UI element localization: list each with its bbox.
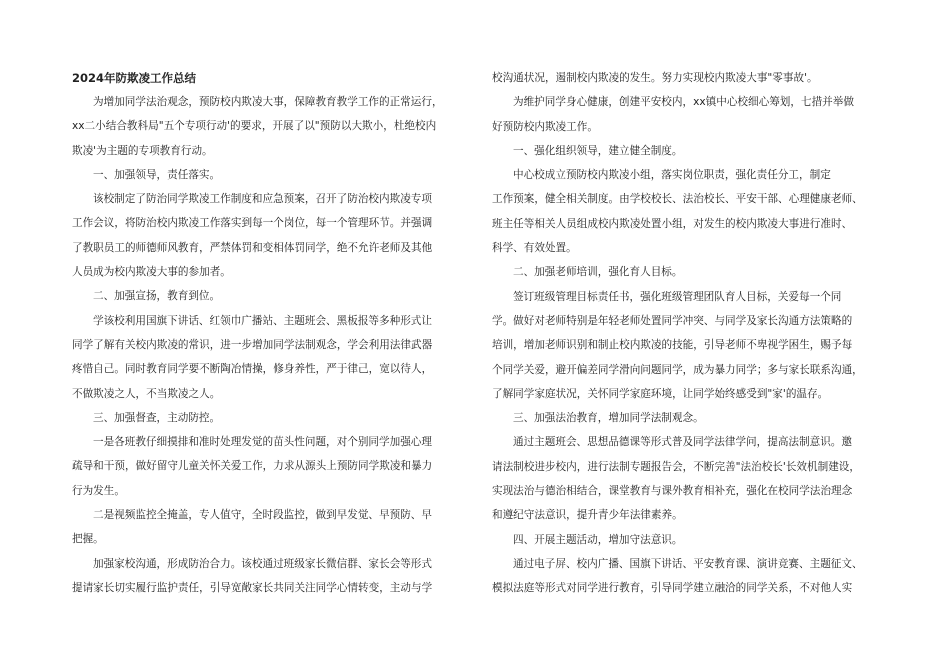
paragraph	[72, 503, 452, 552]
text-line: 人员成为校内欺凌大事的参加者。	[72, 266, 231, 279]
text-line: 二是视频监控全掩盖，专人值守，全时段监控，做到早发觉、早预防、早	[93, 509, 432, 522]
paragraph	[492, 163, 872, 260]
text-line: 了解同学家庭状况，关怀同学家庭环境，让同学始终感受到"家'的温存。	[492, 387, 829, 400]
text-line: 和遵纪守法意识，提升青少年法律素养。	[492, 509, 683, 522]
text-line: 为增加同学法治观念，预防校内欺凌大事，保障教育教学工作的正常运行，	[93, 96, 443, 108]
paragraph	[492, 66, 872, 90]
section-heading	[72, 284, 452, 308]
text-line: 校沟通状况，遏制校内欺凌的发生。努力实现校内欺凌大事"零事故'。	[492, 72, 818, 84]
document-title: 2024年防欺凌工作总结	[72, 71, 197, 85]
text-line: 二、加强老师培训，强化育人目标。	[513, 266, 683, 279]
text-line: 不做欺凌之人，不当欺凌之人。	[72, 387, 221, 400]
left-column	[72, 66, 452, 600]
text-line: 行为发生。	[72, 484, 125, 497]
section-heading	[492, 139, 872, 163]
section-heading	[492, 260, 872, 284]
text-line: 学该校利用国旗下讲话、红领巾广播站、主题班会、黑板报等多种形式让	[93, 314, 432, 327]
text-line: 个同学关爱，避开偏差同学滑向问题同学，成为暴力同学；多与家长联系沟通，	[492, 363, 863, 376]
text-line: 二、加强宣扬，教育到位。	[93, 290, 221, 303]
text-line: 培训，增加老师识别和制止校内欺凌的技能，引导老师不卑视学困生，赐予每	[492, 339, 853, 352]
text-line: 科学、有效处置。	[492, 242, 577, 255]
text-line: 提请家长切实履行监护责任，引导宽敞家长共同关注同学心情转变，主动与学	[72, 581, 433, 594]
text-line: 该校制定了防治同学欺凌工作制度和应急预案，召开了防治校内欺凌专项	[93, 193, 432, 206]
text-line: 一、强化组织领导，建立健全制度。	[513, 144, 683, 157]
text-line: 模拟法庭等形式对同学进行教育，引导同学建立融洽的同学关系，不对他人实	[492, 582, 853, 595]
paragraph	[72, 90, 452, 163]
text-line: 三、加强法治教育，增加同学法制观念。	[513, 412, 704, 425]
text-line: 了教职员工的师德师风教育，严禁体罚和变相体罚同学，绝不允许老师及其他	[72, 241, 433, 254]
section-heading	[72, 163, 452, 187]
text-line: 通过电子屏、校内广播、国旗下讲话、平安教育课、演讲竞赛、主题征文、	[513, 557, 863, 570]
text-line: 中心校成立预防校内欺凌小组，落实岗位职责，强化责任分工，制定	[513, 169, 831, 182]
text-line: 加强家校沟通，形成防治合力。该校通过班级家长微信群、家长会等形式	[93, 557, 432, 570]
text-line: 疏导和干预，做好留守儿童关怀关爱工作，力求从源头上预防同学欺凌和暴力	[72, 460, 433, 473]
paragraph	[492, 90, 872, 139]
paragraph	[492, 552, 872, 601]
text-line: 学。做好对老师特别是年轻老师处置同学冲突、与同学及家长沟通方法策略的	[492, 314, 853, 327]
text-line: xx二小结合教科局"五个专项行动'的要求，开展了以"预防以大欺小，杜绝校内	[72, 120, 437, 133]
text-line: 四、开展主题活动，增加守法意识。	[513, 533, 683, 546]
section-heading	[492, 406, 872, 430]
text-line: 疼惜自己。同时教育同学要不断陶冶情操，修身养性，严于律己，宽以待人，	[72, 363, 433, 376]
text-line: 一是各班教仔细摸排和准时处理发觉的苗头性问题，对个别同学加强心理	[93, 436, 432, 449]
paragraph	[72, 309, 452, 406]
text-line: 把握。	[72, 533, 104, 546]
text-line: 好预防校内欺凌工作。	[492, 120, 598, 133]
left-column-body	[72, 90, 452, 600]
text-line: 班主任等相关人员组成校内欺凌处置小组，对发生的校内欺凌大事进行准时、	[492, 217, 853, 230]
paragraph	[492, 285, 872, 406]
text-line: 工作预案，健全相关制度。由学校校长、法治校长、平安干部、心理健康老师、	[492, 193, 863, 206]
right-column	[492, 66, 872, 601]
section-heading	[72, 406, 452, 430]
text-line: 工作会议，将防治校内欺凌工作落实到每一个岗位，每一个管理环节。并强调	[72, 217, 433, 230]
text-line: 请法制校进步校内，进行法制专题报告会，不断完善"法治校长'长效机制建设，	[492, 460, 860, 473]
text-line: 欺凌'为主题的专项教育行动。	[72, 144, 213, 157]
paragraph	[72, 430, 452, 503]
text-line: 一、加强领导，责任落实。	[93, 168, 221, 181]
text-line: 签订班级管理目标责任书，强化班级管理团队育人目标，关爱每一个同	[513, 290, 842, 303]
text-line: 为维护同学身心健康，创建平安校内，xx镇中心校细心筹划，七措并举做	[513, 96, 854, 109]
paragraph	[72, 187, 452, 284]
text-line: 实现法治与德治相结合，课堂教育与课外教育相补充，强化在校同学法治理念	[492, 485, 853, 498]
paragraph	[492, 430, 872, 527]
right-column-body	[492, 66, 872, 601]
text-line: 三、加强督查，主动防控。	[93, 411, 221, 424]
section-heading	[492, 528, 872, 552]
paragraph	[72, 552, 452, 601]
text-line: 同学了解有关校内欺凌的常识，进一步增加同学法制观念，学会利用法律武器	[72, 338, 433, 351]
text-line: 通过主题班会、思想品德课等形式普及同学法律学问，提高法制意识。邀	[513, 436, 852, 449]
